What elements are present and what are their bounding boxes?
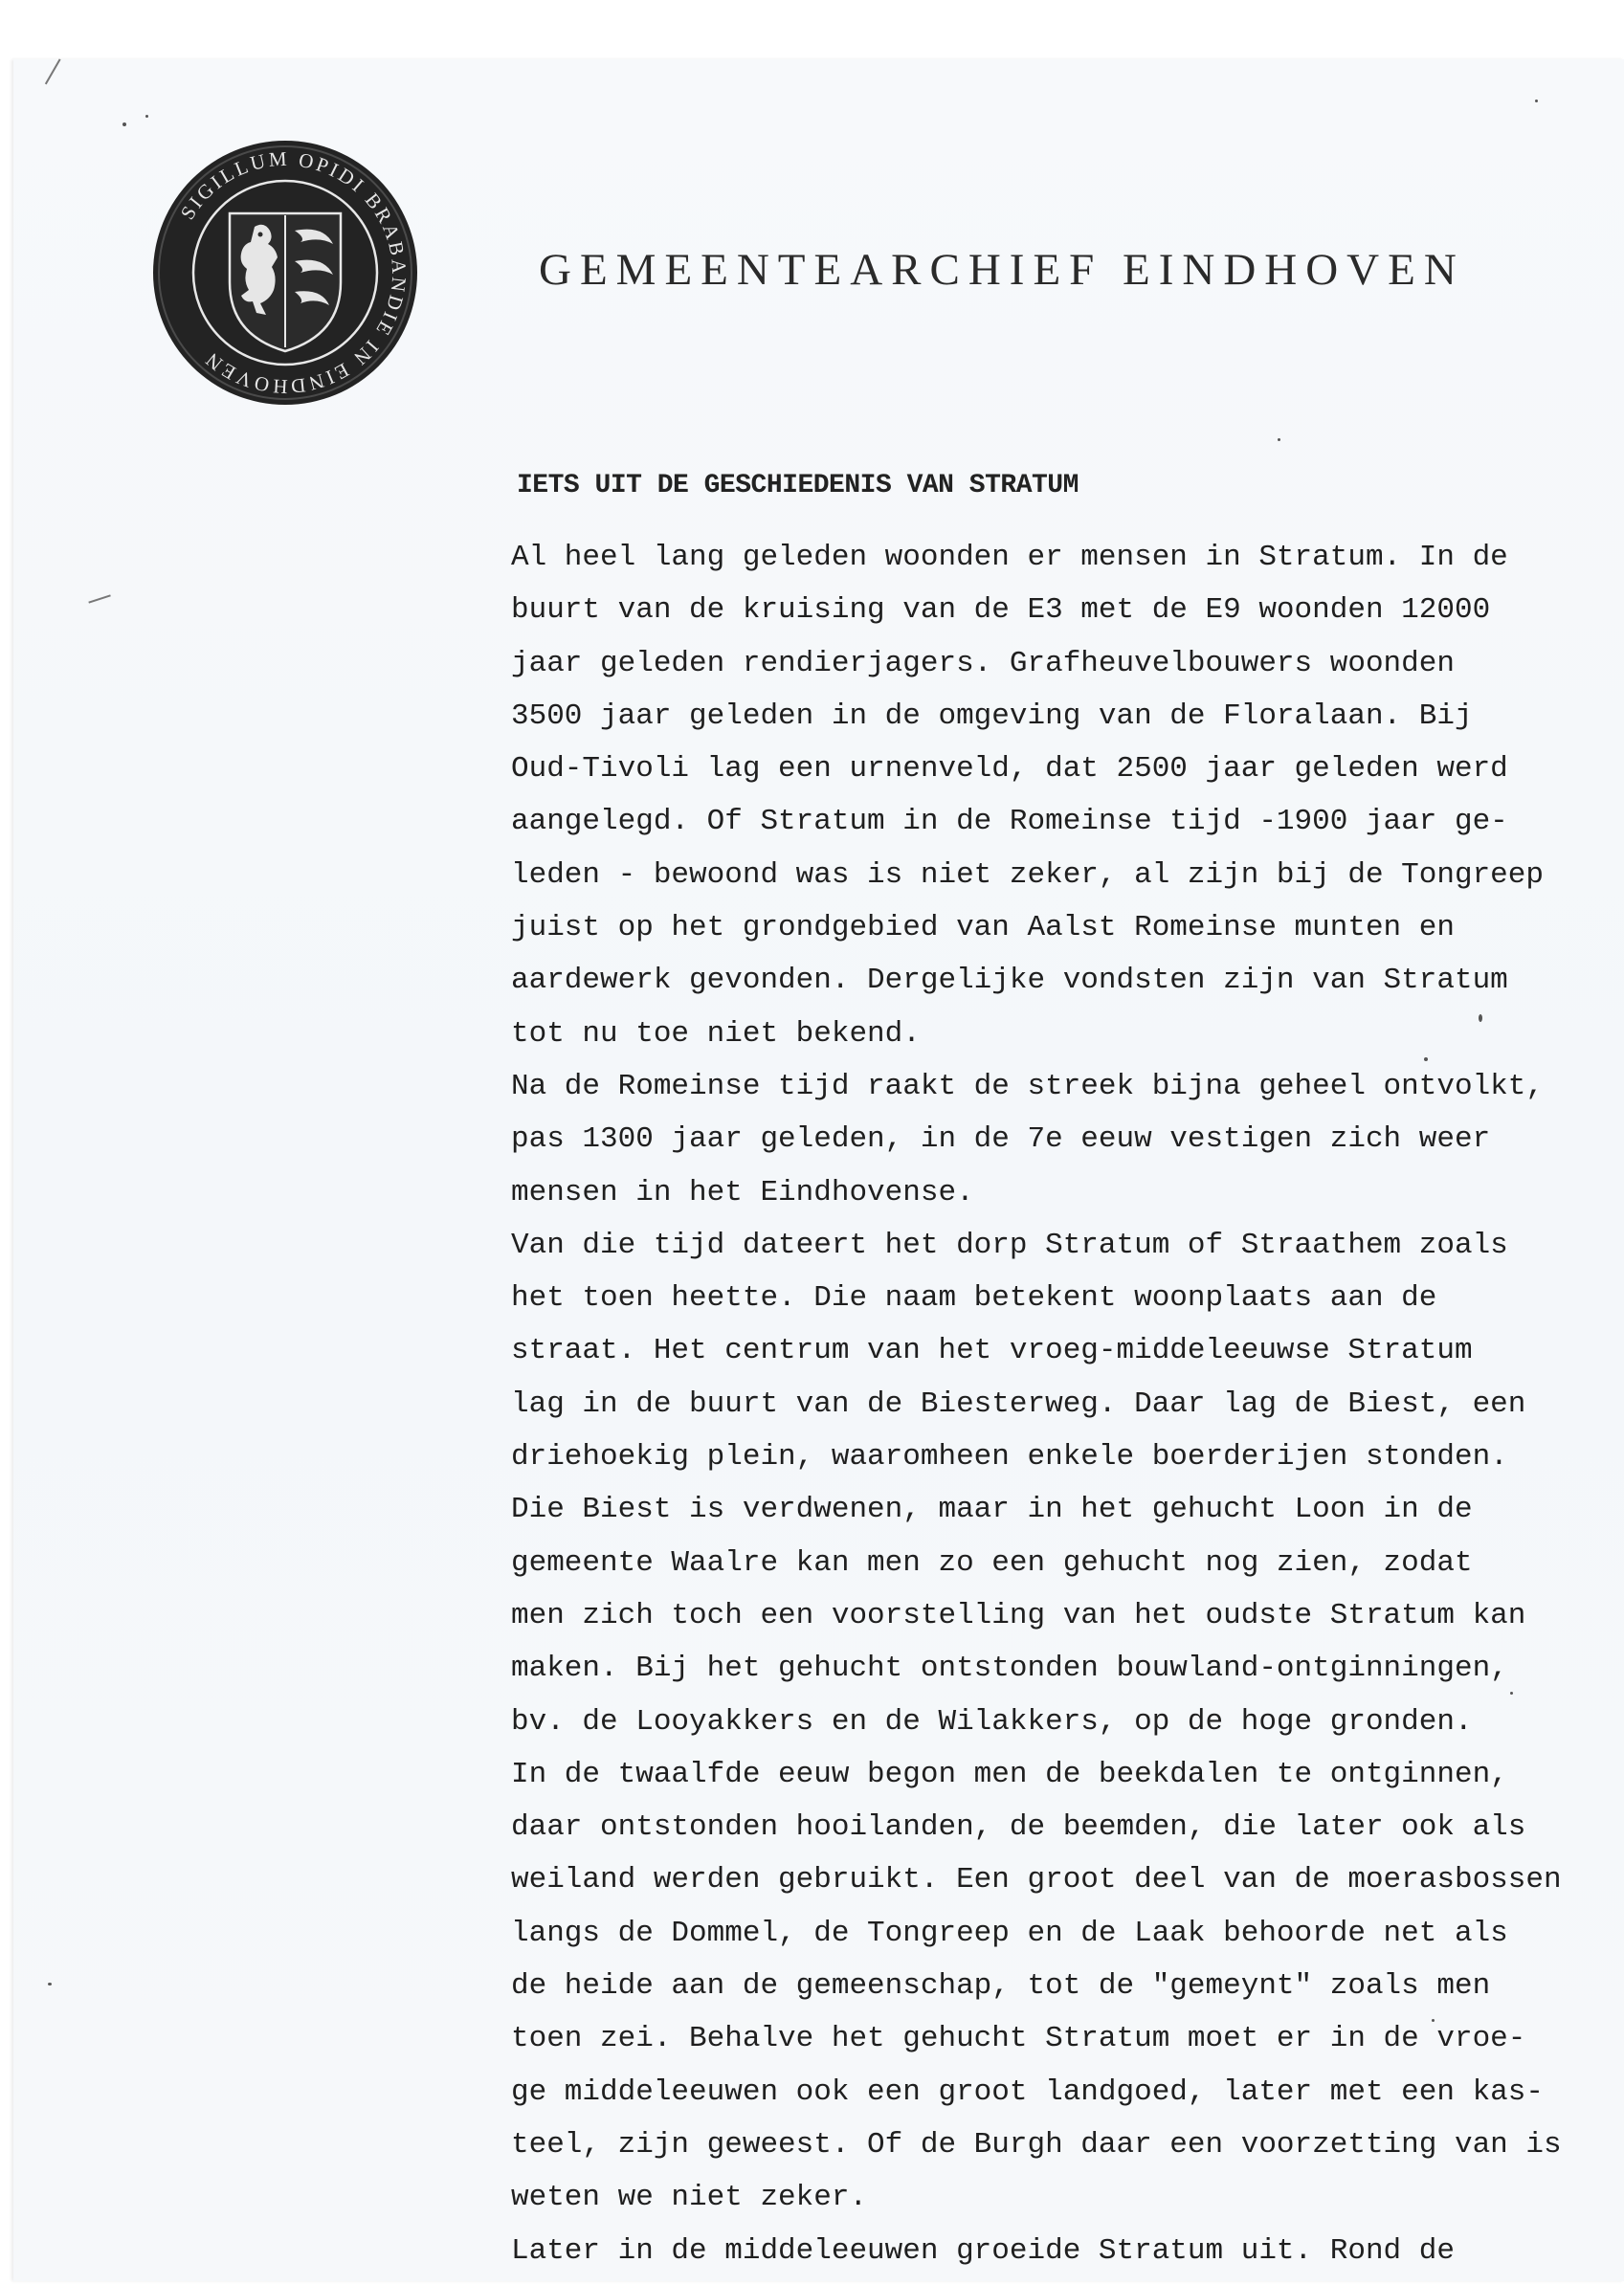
city-seal-icon [151, 139, 419, 407]
text-line: Later in de middeleeuwen groeide Stratum uit. Rond de [511, 2233, 1455, 2268]
text-line: aangelegd. Of Stratum in de Romeinse tijd -1900 jaar ge- [511, 805, 1508, 839]
document-body [511, 539, 1562, 2285]
text-line: langs de Dommel, de Tongreep en de Laak behoorde net als [511, 1916, 1508, 1950]
text-line: Oud-Tivoli lag een urnenveld, dat 2500 jaar geleden werd [511, 752, 1508, 787]
text-line: men zich toch een voorstelling van het oudste Stratum kan [511, 1598, 1526, 1632]
text-line: maken. Bij het gehucht ontstonden bouwland-ontginningen, [511, 1652, 1508, 1686]
text-line: toen zei. Behalve het gehucht Stratum moet er in de vroe- [511, 2022, 1526, 2056]
paper-speck [1510, 1692, 1513, 1695]
text-line: daar ontstonden hooilanden, de beemden, die later ook als [511, 1810, 1526, 1845]
text-line: tot nu toe niet bekend. [511, 1016, 921, 1051]
text-line: gemeente Waalre kan men zo een gehucht nog zien, zodat [511, 1545, 1473, 1580]
text-line: pas 1300 jaar geleden, in de 7e eeuw vestigen zich weer [511, 1122, 1491, 1157]
seal-legend: SIGILLUM OPIDI BRABANDIE IN EINDHOVEN [175, 146, 412, 399]
document-title: IETS UIT DE GESCHIEDENIS VAN STRATUM [517, 471, 1079, 500]
text-line: Die Biest is verdwenen, maar in het gehucht Loon in de [511, 1493, 1473, 1527]
paper-speck [122, 122, 126, 126]
text-line: lag in de buurt van de Biesterweg. Daar lag de Biest, een [511, 1387, 1526, 1421]
paper-speck [1479, 1014, 1482, 1022]
paper-speck [145, 115, 148, 118]
text-line: teel, zijn geweest. Of de Burgh daar een voorzetting van is [511, 2127, 1562, 2162]
text-line: jaar geleden rendierjagers. Grafheuvelbouwers woonden [511, 646, 1455, 680]
text-line: Na de Romeinse tijd raakt de streek bijna geheel ontvolkt, [511, 1069, 1544, 1103]
text-line: straat. Het centrum van het vroeg-middeleeuwse Stratum [511, 1334, 1473, 1368]
text-line: ge middeleeuwen ook een groot landgoed, later met een kas- [511, 2074, 1544, 2109]
text-line: weten we niet zeker. [511, 2181, 868, 2215]
paper-speck [1424, 1057, 1428, 1061]
text-line: driehoekig plein, waaromheen enkele boerderijen stonden. [511, 1440, 1508, 1475]
text-line: juist op het grondgebied van Aalst Romeinse munten en [511, 911, 1455, 945]
paper-speck [1278, 438, 1280, 441]
text-line: buurt van de kruising van de E3 met de E9 woonden 12000 [511, 593, 1491, 628]
text-line: leden - bewoond was is niet zeker, al zijn bij de Tongreep [511, 857, 1544, 892]
paper-speck [1432, 2019, 1435, 2022]
paper-speck [48, 1983, 52, 1986]
text-line: het toen heette. Die naam betekent woonplaats aan de [511, 1281, 1437, 1316]
text-line: Van die tijd dateert het dorp Stratum of Straathem zoals [511, 1228, 1508, 1262]
text-line: Al heel lang geleden woonden er mensen in Stratum. In de [511, 541, 1508, 574]
institution-name: GEMEENTEARCHIEF EINDHOVEN [539, 245, 1465, 295]
paper-speck [1535, 100, 1538, 102]
text-line: aardewerk gevonden. Dergelijke vondsten zijn van Stratum [511, 964, 1508, 998]
text-line: 3500 jaar geleden in de omgeving van de Floralaan. Bij [511, 699, 1473, 733]
text-line: de heide aan de gemeenschap, tot de "gemeynt" zoals men [511, 1969, 1491, 2004]
text-line: weiland werden gebruikt. Een groot deel van de moerasbossen [511, 1863, 1562, 1897]
text-line: mensen in het Eindhovense. [511, 1175, 974, 1209]
text-line: bv. de Looyakkers en de Wilakkers, op de hoge gronden. [511, 1704, 1473, 1739]
text-line: In de twaalfde eeuw begon men de beekdalen te ontginnen, [511, 1757, 1508, 1791]
